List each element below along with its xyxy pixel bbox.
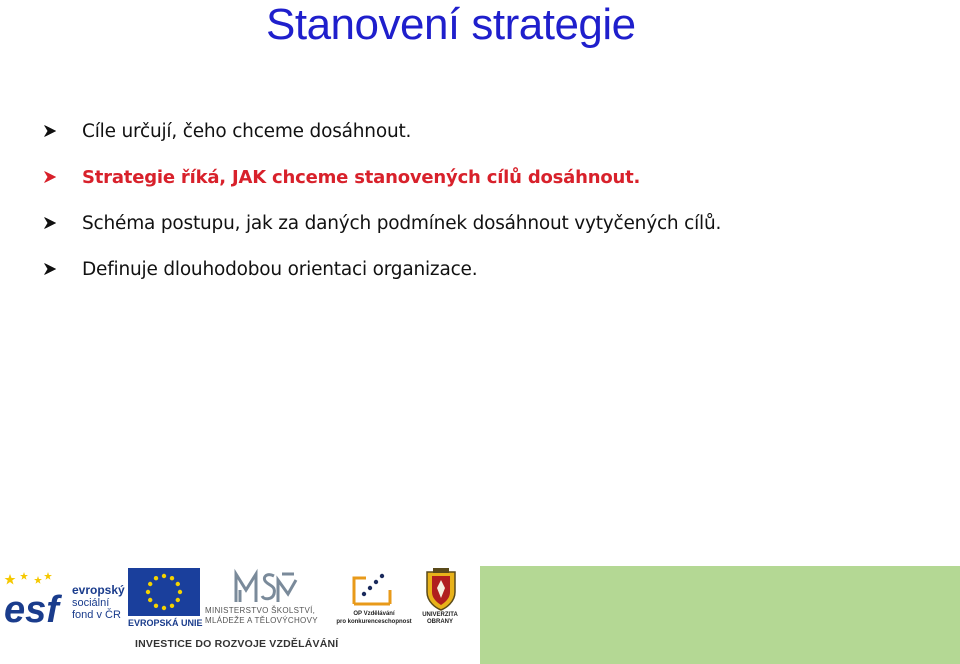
esf-logo [2,570,72,628]
slide-title: Stanovení strategie [266,0,636,49]
bullet-item [44,108,721,154]
arrow-bullet-icon [44,125,82,137]
arrow-bullet-icon [44,263,82,275]
bullet-text: Schéma postupu, jak za daných podmínek dosáhnout vytyčených cílů. [82,212,722,234]
univerzita-obrany-crest-icon [424,568,458,612]
bullet-text: Strategie říká, JAK chceme stanovených cílů dosáhnout. [82,166,641,188]
bullet-list [44,108,721,292]
esf-label: evropský sociální fond v ČR [72,583,125,621]
univerzita-obrany-label: UNIVERZITA OBRANY [422,612,458,625]
arrow-bullet-icon [44,217,82,229]
op-vzdelavani-label: OP Vzdělávání pro konkurenceschopnost [336,611,412,625]
eu-flag-logo [128,568,200,616]
bullet-text: Cíle určují, čeho chceme dosáhnout. [82,120,412,142]
eu-label: EVROPSKÁ UNIE [128,618,203,628]
arrow-bullet-icon [44,171,82,183]
bullet-item [44,200,721,246]
op-vzdelavani-logo [350,568,396,608]
investice-label: INVESTICE DO ROZVOJE VZDĚLÁVÁNÍ [135,638,339,650]
bullet-text: Definuje dlouhodobou orientaci organizace. [82,258,478,280]
bullet-item-emphasis [44,154,721,200]
footer-green-band [480,566,960,664]
msmt-logo [232,568,298,606]
footer-logo-bar [0,566,960,664]
msmt-label: MINISTERSTVO ŠKOLSTVÍ, MLÁDEŽE A TĚLOVÝCHOVY [205,606,318,625]
bullet-item [44,246,721,292]
svg-text:esf: esf [4,589,59,628]
